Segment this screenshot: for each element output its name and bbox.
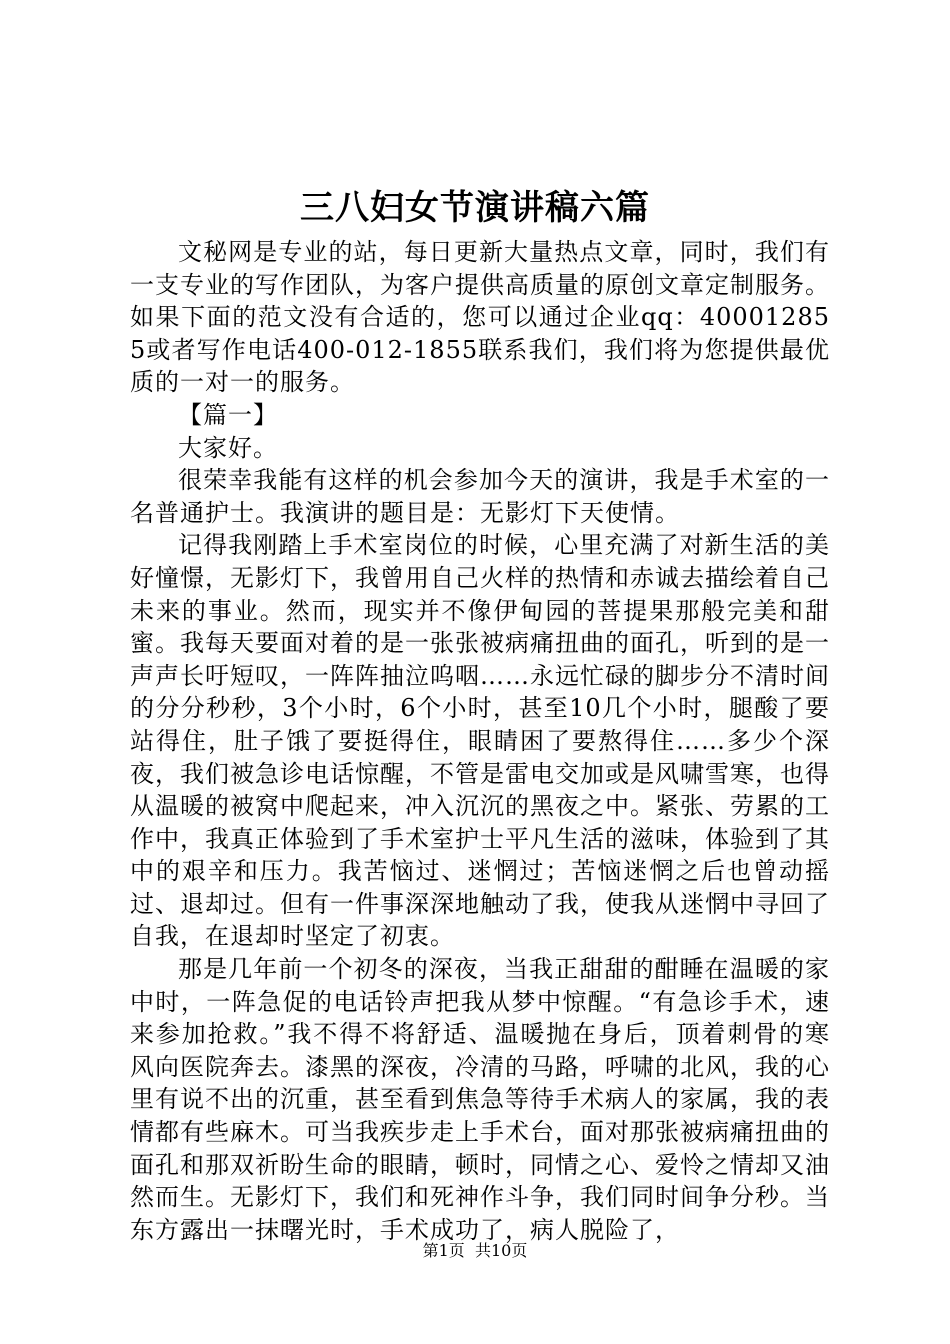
page-title: 三八妇女节演讲稿六篇	[300, 188, 650, 228]
intro-paragraph: 文秘网是专业的站，每日更新大量热点文章，同时，我们有一支专业的写作团队，为客户提供高质量的原创文章定制服务。如果下面的范文没有合适的，您可以通过企业qq：400012855或者写作电话400-012-1855联系我们，我们将为您提供最优质的一对一的服务。	[130, 238, 830, 397]
greeting-paragraph: 大家好。	[178, 433, 278, 462]
section-heading: 【篇一】	[178, 400, 278, 429]
total-pages: 共10页	[474, 1241, 528, 1260]
footer-separator	[465, 1241, 475, 1260]
body-paragraph: 那是几年前一个初冬的深夜，当我正甜甜的酣睡在温暖的家中时，一阵急促的电话铃声把我从梦中惊醒。“有急诊手术，速来参加抢救。”我不得不将舒适、温暖抛在身后，顶着刺骨的寒风向医院奔去。漆黑的深夜，冷清的马路，呼啸的北风，我的心里有说不出的沉重，甚至看到焦急等待手术病人的家属，我的表情都有些麻木。可当我疾步走上手术台，面对那张被病痛扭曲的面孔和那双祈盼生命的眼睛，顿时，同情之心、爱怜之情却又油然而生。无影灯下，我们和死神作斗争，我们同时间争分秒。当东方露出一抹曙光时，手术成功了，病人脱险了，	[130, 955, 830, 1244]
body-paragraph: 很荣幸我能有这样的机会参加今天的演讲，我是手术室的一名普通护士。我演讲的题目是：无影灯下天使情。	[130, 466, 830, 527]
document-body	[130, 236, 830, 1246]
body-paragraph: 记得我刚踏上手术室岗位的时候，心里充满了对新生活的美好憧憬，无影灯下，我曾用自己火样的热情和赤诚去描绘着自己未来的事业。然而，现实并不像伊甸园的菩提果那般完美和甜蜜。我每天要面对着的是一张张被病痛扭曲的面孔，听到的是一声声长吁短叹，一阵阵抽泣呜咽……永远忙碌的脚步分不清时间的分分秒秒，3个小时，6个小时，甚至10几个小时，腿酸了要站得住，肚子饿了要挺得住，眼睛困了要熬得住……多少个深夜，我们被急诊电话惊醒，不管是雷电交加或是风啸雪寒，也得从温暖的被窝中爬起来，冲入沉沉的黑夜之中。紧张、劳累的工作中，我真正体验到了手术室护士平凡生活的滋味，体验到了其中的艰辛和压力。我苦恼过、迷惘过；苦恼迷惘之后也曾动摇过、退却过。但有一件事深深地触动了我，使我从迷惘中寻回了自我，在退却时坚定了初衷。	[130, 531, 830, 951]
page-footer	[0, 1240, 950, 1262]
page-number: 第1页	[422, 1241, 465, 1260]
